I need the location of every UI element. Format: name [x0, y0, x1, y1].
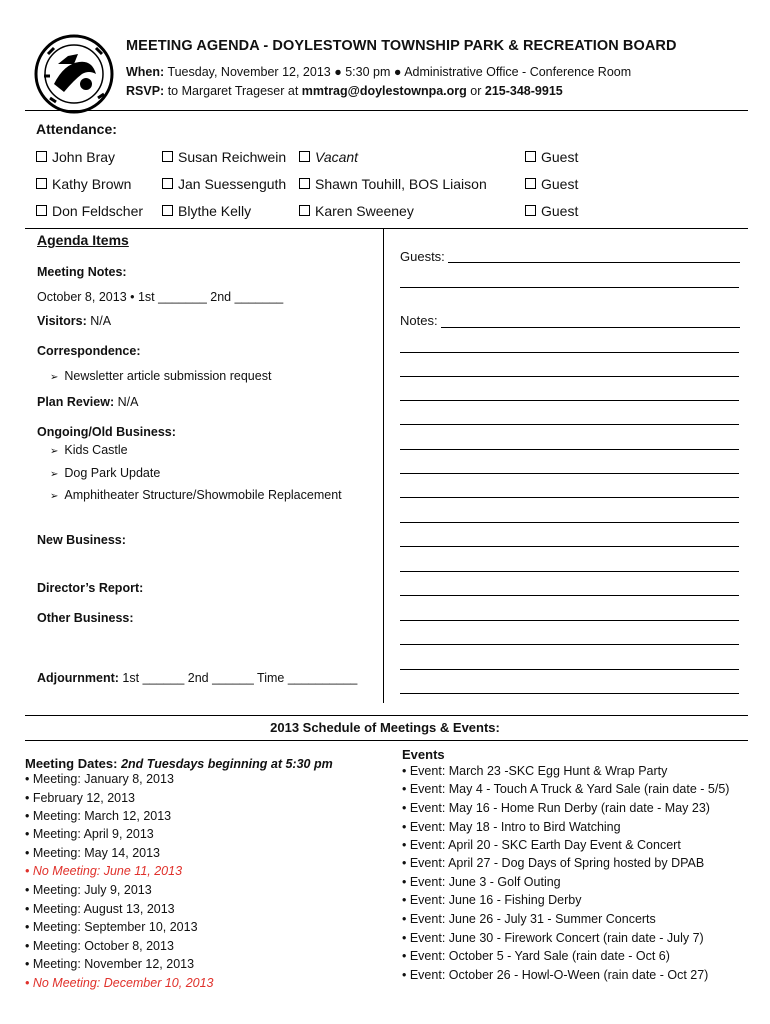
checkbox-icon[interactable]: [525, 151, 536, 162]
list-item: • Event: April 27 - Dog Days of Spring hosted by DPAB: [402, 856, 705, 870]
attendance-checkbox[interactable]: [525, 149, 578, 165]
arrow-bullet-icon: ➢: [50, 372, 59, 383]
attendee-name: Don Feldscher: [52, 203, 144, 219]
new-business-label: New Business:: [37, 533, 126, 547]
attendee-name: Kathy Brown: [52, 176, 132, 192]
list-item: • Event: June 16 - Fishing Derby: [402, 893, 582, 907]
write-line[interactable]: [400, 449, 739, 450]
attendance-label: Attendance:: [36, 121, 117, 137]
write-line[interactable]: [400, 287, 739, 288]
plan-review-label: Plan Review:: [37, 395, 115, 409]
checkbox-icon[interactable]: [299, 178, 310, 189]
list-item: • Meeting: March 12, 2013: [25, 809, 172, 823]
attendance-checkbox[interactable]: [299, 176, 487, 192]
attendee-name: Shawn Touhill, BOS Liaison: [315, 176, 487, 192]
list-item: • Event: May 4 - Touch A Truck & Yard Sale (rain date - 5/5): [402, 782, 730, 796]
attendee-name: Jan Suessenguth: [178, 176, 287, 192]
checkbox-icon[interactable]: [299, 151, 310, 162]
visitors-label: Visitors:: [37, 314, 87, 328]
list-item-cancelled: • No Meeting: December 10, 2013: [25, 976, 214, 990]
guests-label: Guests:: [400, 249, 445, 264]
write-line[interactable]: [400, 497, 739, 498]
plan-review-value: N/A: [117, 395, 139, 409]
adjournment-label: Adjournment:: [37, 671, 119, 685]
attendee-name: Vacant: [315, 149, 359, 165]
schedule-title-underline: [25, 740, 748, 741]
attendance-checkbox[interactable]: [525, 203, 578, 219]
list-item: • Meeting: August 13, 2013: [25, 902, 175, 916]
list-item: • Meeting: July 9, 2013: [25, 883, 152, 897]
list-item: • Event: April 20 - SKC Earth Day Event & Concert: [402, 838, 681, 852]
agenda-heading: Agenda Items: [37, 232, 129, 248]
list-item: • Event: October 5 - Yard Sale (rain date - Oct 6): [402, 949, 670, 963]
header-divider: [25, 110, 748, 111]
list-item: [50, 466, 160, 480]
visitors-value: N/A: [90, 314, 112, 328]
attendance-checkbox[interactable]: [299, 149, 358, 165]
meeting-notes-label: Meeting Notes:: [37, 265, 127, 279]
list-item: [50, 488, 342, 502]
attendance-checkbox[interactable]: [36, 176, 131, 192]
when-label: When:: [126, 65, 165, 79]
list-item: [50, 369, 271, 383]
attendee-name: Susan Reichwein: [178, 149, 287, 165]
other-business-label: Other Business:: [37, 611, 134, 625]
write-line[interactable]: [400, 424, 739, 425]
write-line[interactable]: [400, 522, 739, 523]
checkbox-icon[interactable]: [36, 178, 47, 189]
attendance-checkbox[interactable]: [299, 203, 414, 219]
meeting-dates-heading: [25, 756, 333, 771]
rsvp-phone: 215-348-9915: [484, 84, 563, 98]
checkbox-icon[interactable]: [525, 205, 536, 216]
list-item: • February 12, 2013: [25, 791, 135, 805]
list-item: • Event: June 3 - Golf Outing: [402, 875, 561, 889]
write-line[interactable]: [400, 400, 739, 401]
meeting-rsvp: [126, 84, 563, 98]
attendance-checkbox[interactable]: [525, 176, 578, 192]
attendance-checkbox[interactable]: [162, 203, 251, 219]
write-line[interactable]: [400, 352, 739, 353]
write-line[interactable]: [400, 595, 739, 596]
list-item: • Event: May 16 - Home Run Derby (rain date - May 23): [402, 801, 710, 815]
column-divider: [383, 229, 384, 703]
list-item: • Event: March 23 -SKC Egg Hunt & Wrap Party: [402, 764, 668, 778]
rsvp-or: or: [470, 84, 482, 98]
write-line[interactable]: [400, 546, 739, 547]
list-item-text: Amphitheater Structure/Showmobile Replacement: [64, 488, 342, 502]
directors-report-label: Director’s Report:: [37, 581, 144, 595]
page-title: MEETING AGENDA - DOYLESTOWN TOWNSHIP PARK & RECREATION BOARD: [126, 38, 677, 54]
list-item-cancelled: • No Meeting: June 11, 2013: [25, 864, 183, 878]
list-item: • Event: June 26 - July 31 - Summer Concerts: [402, 912, 656, 926]
checkbox-icon[interactable]: [525, 178, 536, 189]
arrow-bullet-icon: ➢: [50, 469, 59, 480]
write-line[interactable]: [441, 327, 740, 328]
meeting-when: [126, 65, 631, 79]
attendance-checkbox[interactable]: [162, 149, 286, 165]
attendance-divider: [25, 228, 748, 229]
checkbox-icon[interactable]: [162, 205, 173, 216]
checkbox-icon[interactable]: [162, 178, 173, 189]
attendee-name: Guest: [541, 203, 579, 219]
adjournment-row: [37, 671, 357, 685]
write-line[interactable]: [400, 669, 739, 670]
events-heading: Events: [402, 747, 445, 762]
meeting-dates-note: 2nd Tuesdays beginning at 5:30 pm: [121, 757, 333, 771]
adjournment-value: 1st ______ 2nd ______ Time __________: [122, 671, 358, 685]
list-item: • Event: June 30 - Firework Concert (rain date - July 7): [402, 931, 704, 945]
schedule-title: 2013 Schedule of Meetings & Events:: [270, 720, 500, 735]
list-item-text: Dog Park Update: [64, 466, 161, 480]
meeting-dates-label: Meeting Dates:: [25, 756, 118, 771]
list-item-text: Newsletter article submission request: [64, 369, 272, 383]
arrow-bullet-icon: ➢: [50, 446, 59, 457]
checkbox-icon[interactable]: [299, 205, 310, 216]
list-item: • Meeting: May 14, 2013: [25, 846, 161, 860]
checkbox-icon[interactable]: [36, 151, 47, 162]
write-line[interactable]: [400, 376, 739, 377]
meeting-notes-line: October 8, 2013 • 1st _______ 2nd _______: [37, 290, 284, 304]
list-item: • Event: May 18 - Intro to Bird Watching: [402, 820, 621, 834]
attendee-name: Karen Sweeney: [315, 203, 414, 219]
attendance-checkbox[interactable]: [162, 176, 286, 192]
rsvp-email[interactable]: mmtrag@doylestownpa.org: [301, 84, 467, 98]
schedule-divider: [25, 715, 748, 716]
rsvp-label: RSVP:: [126, 84, 165, 98]
write-line[interactable]: [400, 473, 739, 474]
write-line[interactable]: [400, 693, 739, 694]
list-item: • Meeting: November 12, 2013: [25, 957, 195, 971]
attendee-name: Blythe Kelly: [178, 203, 252, 219]
list-item: • Meeting: October 8, 2013: [25, 939, 174, 953]
plan-review-row: [37, 395, 138, 409]
checkbox-icon[interactable]: [162, 151, 173, 162]
write-line[interactable]: [448, 262, 740, 263]
visitors-row: [37, 314, 111, 328]
when-value: Tuesday, November 12, 2013 ● 5:30 pm ● Administrative Office - Conference Room: [167, 65, 632, 79]
list-item: • Event: October 26 - Howl-O-Ween (rain date - Oct 27): [402, 968, 709, 982]
write-line[interactable]: [400, 620, 739, 621]
list-item-text: Kids Castle: [64, 443, 128, 457]
attendance-checkbox[interactable]: [36, 203, 143, 219]
attendee-name: John Bray: [52, 149, 116, 165]
attendee-name: Guest: [541, 149, 579, 165]
write-line[interactable]: [400, 644, 739, 645]
arrow-bullet-icon: ➢: [50, 491, 59, 502]
list-item: • Meeting: April 9, 2013: [25, 827, 154, 841]
notes-label: Notes:: [400, 313, 438, 328]
attendee-name: Guest: [541, 176, 579, 192]
township-seal: [34, 34, 114, 114]
rsvp-to: to Margaret Trageser at: [167, 84, 299, 98]
ongoing-business-label: Ongoing/Old Business:: [37, 425, 176, 439]
list-item: • Meeting: January 8, 2013: [25, 772, 174, 786]
checkbox-icon[interactable]: [36, 205, 47, 216]
attendance-checkbox[interactable]: [36, 149, 115, 165]
write-line[interactable]: [400, 571, 739, 572]
list-item: • Meeting: September 10, 2013: [25, 920, 198, 934]
list-item: [50, 443, 128, 457]
correspondence-label: Correspondence:: [37, 344, 141, 358]
